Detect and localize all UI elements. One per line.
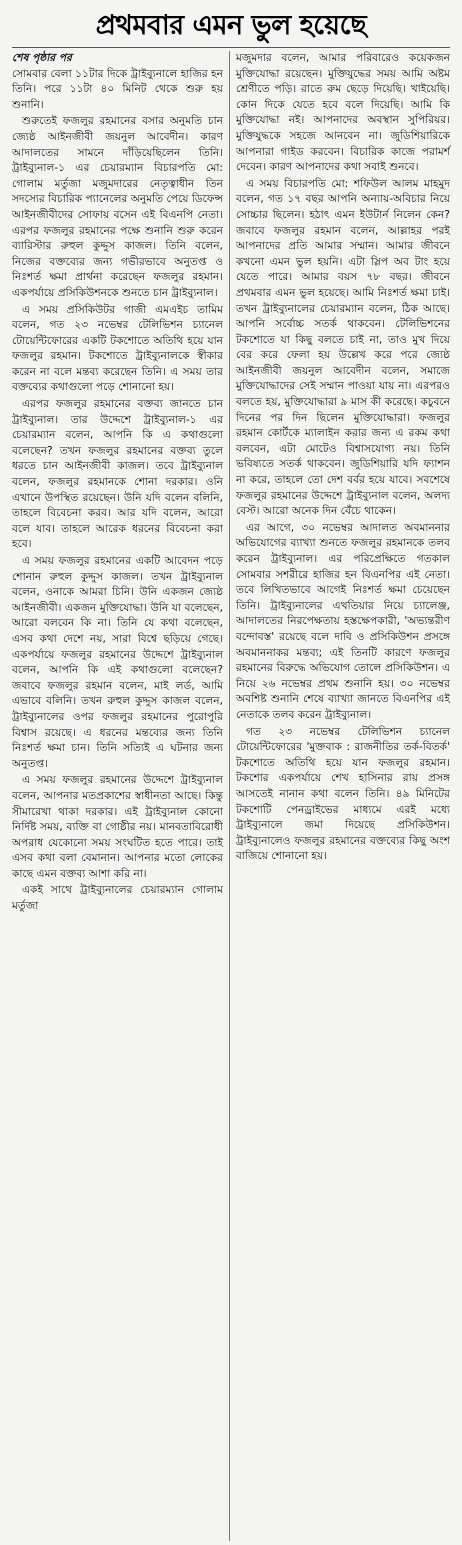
paragraph: এ সময় ফজলুর রহমানের উদ্দেশে ট্রাইব্যুনাল বলেন, আপনার মতপ্রকাশের স্বাধীনতা আছে। কিন্তু সীমারেখা থাকা দরকার। এই ট্রাইব্যুনাল কোনো নির্দিষ্ট সময়, ব্যক্তি বা গোষ্ঠীর নয়। মানবতাবিরোধী অপরাধ যেকোনো সময় সংঘটিত হতে পারে। তাই এসব কথা বলা বেমানান। আপনার মতো লোকের কাছে এমন বক্তব্য আশা করি না। [12, 774, 223, 880]
paragraph: গত ২৩ নভেম্বর টেলিভিশন চ্যানেল টোয়েন্টিফোরের 'মুক্তবাক : রাজনীতির তর্ক-বিতর্ক' টকশোতে অতিথি হয়ে যান ফজলুর রহমান। টকশোর একপর্যায়ে শেখ হাসিনার রায় প্রসঙ্গ আসতেই নানান কথা বলেন তিনি। ৪৯ মিনিটের টকশোটি পেনড্রাইভের মাধ্যমে এরই মধ্যে ট্রাইব্যুনালে জমা দিয়েছে প্রসিকিউশন। ট্রাইব্যুনালেও ফজলুর রহমানের বক্তব্যের কিছু অংশ বাজিয়ে শোনানো হয়। [236, 725, 450, 863]
article-column-right [236, 51, 450, 866]
paragraph: এর আগে, ৩০ নভেম্বর আদালত অবমাননার অভিযোগের ব্যাখ্যা শুনতে ফজলুর রহমানকে তলব করেন ট্রাইব্যুনাল। এর পরিপ্রেক্ষিতে গতকাল সোমবার সশরীরে হাজির হন বিএনপির এই নেতা। তবে লিখিতভাবে আগেই নিঃশর্ত ক্ষমা চেয়েছেন তিনি। ট্রাইব্যুনালের এখতিয়ার নিয়ে চ্যালেঞ্জ, আদালতের নিরপেক্ষতায় হস্তক্ষেপকারী, 'অভ্যন্তরীণ বন্দোবস্ত' রয়েছে বলে দাবি ও প্রসিকিউশন প্রসঙ্গে অবমাননাকর মন্তব্য; এই তিনটি কারণে ফজলুর রহমানের বিরুদ্ধে অভিযোগ তোলে প্রসিকিউশন। এ নিয়ে ২৬ নভেম্বর প্রথম শুনানি হয়। ৩০ নভেম্বর অবশিষ্ট শুনানি শেষে ব্যাখ্যা জানতে বিএনপির এই নেতাকে তলব করেন ট্রাইব্যুনাল। [236, 521, 450, 721]
column-divider [229, 51, 230, 1541]
paragraph: এ সময় ফজলুর রহমানের একটি আবেদন পড়ে শোনান রুহুল কুদ্দুস কাজল। তখন ট্রাইব্যুনাল বলেন, ওনাকে আমরা চিনি। উনি একজন জ্যেষ্ঠ আইনজীবী। একজন মুক্তিযোদ্ধা। উনি যা বলেছেন, আরো বলবেন কি না। তিনি যে কথা বলেছেন, এসব কথা দেশে নয়, সারা বিশ্বে ছড়িয়ে গেছে। একপর্যায়ে ফজলুর রহমানের উদ্দেশে ট্রাইব্যুনাল বলেন, আপনি কি এই কথাগুলো বলেছেন? জবাবে ফজলুর রহমান বলেন, মাই লর্ড, আমি এভাবে বলিনি। তখন রুহুল কুদ্দুস কাজল বলেন, ট্রাইব্যুনালের ওপর ফজলুর রহমানের পুরোপুরি বিশ্বাস রয়েছে। এ ধরনের মন্তব্যের জন্য তিনি নিঃশর্ত ক্ষমা চান। তিনি সত্যিই এ ঘটনার জন্য অনুতপ্ত। [12, 555, 223, 770]
continuation-kicker: শেষ পৃষ্ঠার পর [12, 52, 72, 64]
article-column-left [12, 51, 223, 916]
paragraph: শুরুতেই ফজলুর রহমানের বসার অনুমতি চান জ্যেষ্ঠ আইনজীবী জয়নুল আবেদীন। কারণ আদালতের সামনে দাঁড়িয়েছিলেন তিনি। ট্রাইব্যুনাল-১ এর চেয়ারম্যান বিচারপতি মো: গোলাম মর্তুজা মজুমদারের নেতৃত্বাধীন তিন সদস্যের বিচারিক প্যানেলের অনুমতি পেয়ে ডিফেন্স আইনজীবীদের সোফায় বসেন এই বিএনপি নেতা। এরপর ফজলুর রহমানের পক্ষে শুনানি শুরু করেন ব্যারিস্টার রুহুল কুদ্দুস কাজল। তিনি বলেন, নিজের বক্তব্যের জন্য গভীরভাবে অনুতপ্ত ও নিঃশর্ত ক্ষমা প্রার্থনা করেছেন ফজলুর রহমান। একপর্যায়ে প্রসিকিউশনকে শুনতে চান ট্রাইব্যুনাল। [12, 115, 223, 299]
headline-rule [12, 47, 450, 48]
article-headline: প্রথমবার এমন ভুল হয়েছে [95, 10, 367, 41]
paragraph: মজুমদার বলেন, আমার পরিবারেও কয়েকজন মুক্তিযোদ্ধা রয়েছেন। মুক্তিযুদ্ধের সময় আমি অষ্টম শ্রেণীতে পড়ি। রাতে রুম ছেড়ে দিয়েছি। খাইয়েছি। কোন দিকে যেতে হবে বলে দিয়েছি। আমি কি মুক্তিযোদ্ধা নই। আপনাদের অবস্থান সুপিরিয়র। মুক্তিযুদ্ধকে সহজে আনবেন না। জুডিশিয়ারিকে আপনারা গাইড করবেন। বিচারিক কাজে পরামর্শ দেবেন। কারণ আপনাদের কথা সবাই শুনবে। [236, 52, 450, 174]
paragraph: এ সময় বিচারপতি মো: শফিউল আলম মাহমুদ বলেন, গত ১৭ বছর আপনি অন্যায়-অবিচার নিয়ে সোচ্চার ছিলেন। হঠাৎ এমন ইউটার্ন নিলেন কেন? জবাবে ফজলুর রহমান বলেন, আল্লাহর পরই আপনাদের প্রতি আমার সম্মান। আমার জীবনে কখনো এমন ভুল হয়নি। এটা স্লিপ অব টাং হয়ে যেতে পারে। আমার বয়স ৭৮ বছর। জীবনে প্রথমবার এমন ভুল হয়েছে। আমি নিঃশর্ত ক্ষমা চাই। তখন ট্রাইব্যুনালের চেয়ারম্যান বলেন, ঠিক আছে। আপনি সর্বোচ্চ সতর্ক থাকবেন। টেলিভিশনের টকশোতে যা কিছু বলতে চাই না, তাও মুখ দিয়ে বের করে ফেলা হয় উল্লেখ করে পরে জ্যেষ্ঠ আইনজীবী জয়নুল আবেদীন বলেন, সমাজে মুক্তিযোদ্ধাদের সেই সম্মান পাওয়া যায় না। এরপরও বলতে হয়, মুক্তিযোদ্ধারা ৯ মাস কী করেছে। কচুবনে দিনের পর দিন ছিলেন মুক্তিযোদ্ধারা। ফজলুর রহমান কোর্টকে ম্যালাইন করার জন্য এ রকম কথা বলবেন, এটা মোটেও বিশ্বাসযোগ্য নয়। তিনি ভবিষ্যতে সতর্ক থাকবেন। জুডিশিয়ারি যদি ফ্যাশন না করে, তাহলে তো দেশ বর্বর হয়ে যাবে। সবশেষে ফজলুর রহমানের উদ্দেশে ট্রাইব্যুনাল বলেন, অলদ্য বেস্ট। আরো অনেক দিন বেঁচে থাকেন। [236, 177, 450, 518]
paragraph: এরপর ফজলুর রহমানের বক্তব্য জানতে চান ট্রাইব্যুনাল। তার উদ্দেশে ট্রাইব্যুনাল-১ এর চেয়ারম্যান বলেন, আপনি কি এ কথাগুলো বলেছেন? তখন ফজলুর রহমানের বক্তব্য তুলে ধরতে চান আইনজীবী কাজল। তবে ট্রাইব্যুনাল বলেন, ফজলুর রহমানকে শোনা দরকার। ওনি এখানে উপস্থিত রয়েছেন। উনি যদি বলেন বলিনি, তাহলে বিবেচনা করব। আর যদি বলেন, আরো বলে যাব। তাহলে আরেক ধরনের বিবেচনা করা হবে। [12, 398, 223, 551]
paragraph: এ সময় প্রসিকিউটর গাজী এমএইচ তামিম বলেন, গত ২৩ নভেম্বর টেলিভিশন চ্যানেল টোয়েন্টিফোরের একটি টকশোতে অতিথি হয়ে যান ফজলুর রহমান। টকশোতে ট্রাইব্যুনালকে স্বীকার করেন না বলে মন্তব্য করেছেন তিনি। এ সময় তার বক্তব্যের কথাগুলো পড়ে শোনানো হয়। [12, 303, 223, 394]
paragraph: সোমবার বেলা ১১টার দিকে ট্রাইব্যুনালে হাজির হন তিনি। পরে ১১টা ৪০ মিনিট থেকে শুরু হয় শুনানি। [12, 67, 223, 111]
paragraph: একই সাথে ট্রাইব্যুনালের চেয়ারম্যান গোলাম মর্তুজা [12, 884, 223, 913]
